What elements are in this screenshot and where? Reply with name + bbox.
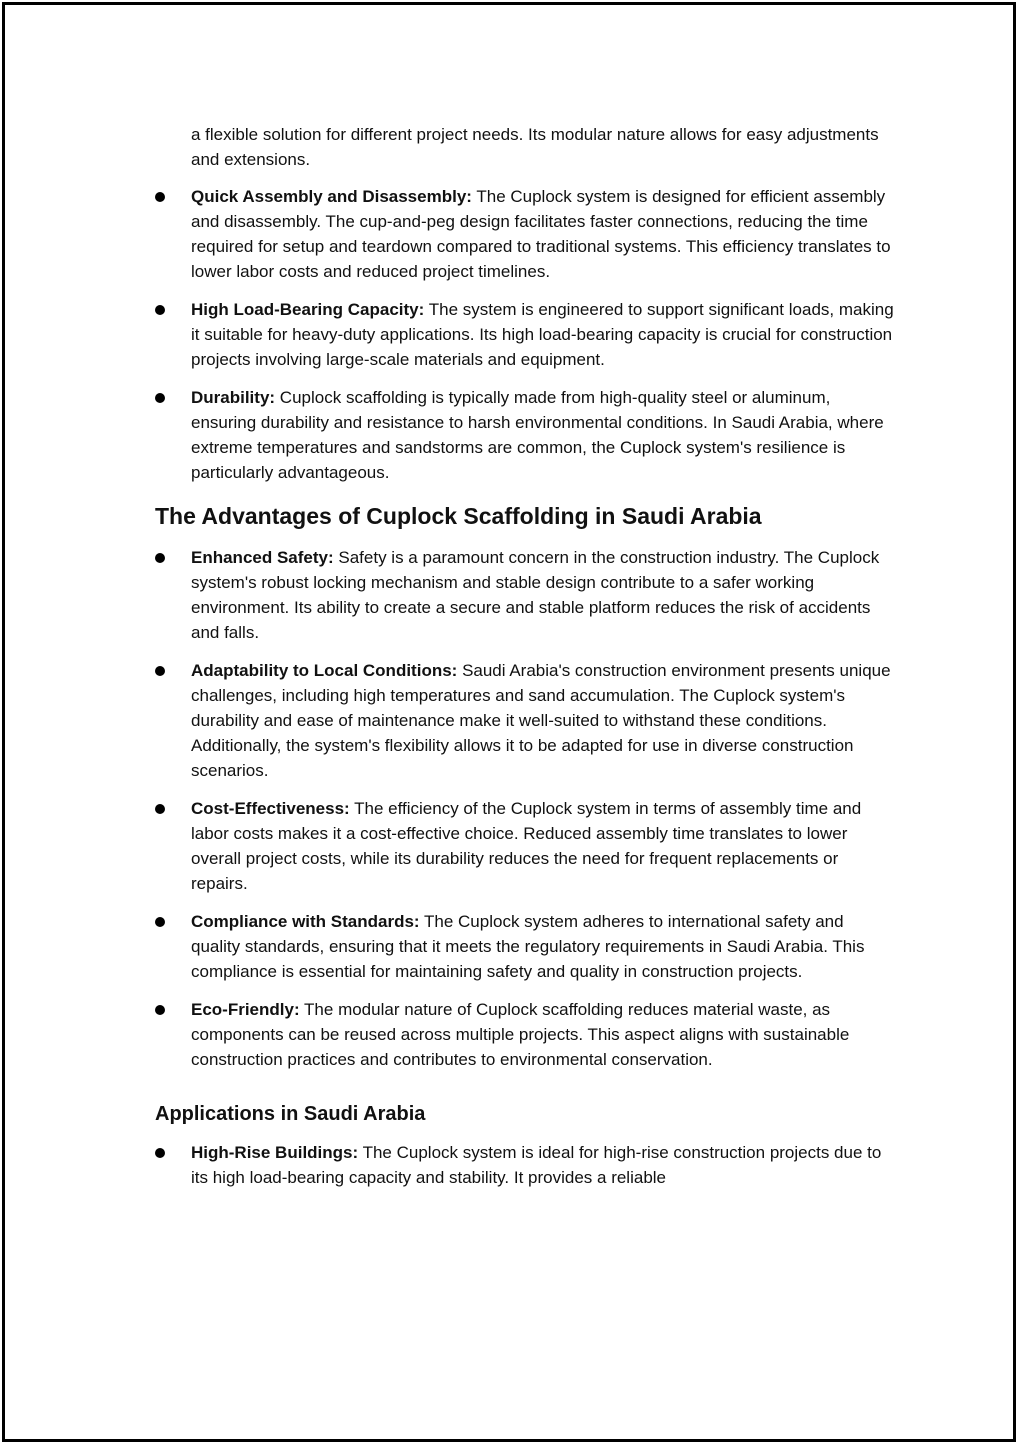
item-body: Cuplock scaffolding is typically made from high-quality steel or aluminum, ensuring durability and resistance to harsh environmental conditions. In Saudi Arabia, where extreme temperatures and sandstorms are common, the Cuplock system's resilience is particularly advantageous. (191, 388, 884, 482)
item-title: Eco-Friendly: (191, 1000, 300, 1019)
intro-paragraph: a flexible solution for different project needs. Its modular nature allows for easy adjustments and extensions. (191, 125, 879, 169)
item-title: High-Rise Buildings: (191, 1143, 359, 1162)
item-title: Durability: (191, 388, 276, 407)
item-body: Safety is a paramount concern in the construction industry. The Cuplock system's robust locking mechanism and stable design contribute to a safer working environment. Its ability to create a secure and stable platform reduces the risk of accidents and falls. (191, 548, 880, 642)
list-item (155, 385, 895, 485)
bullet-icon (155, 1005, 165, 1015)
bullet-icon (155, 1148, 165, 1158)
features-list (155, 184, 895, 485)
list-item (155, 545, 895, 645)
list-item (155, 909, 895, 984)
bullet-icon (155, 553, 165, 563)
applications-heading: Applications in Saudi Arabia (155, 1103, 426, 1125)
list-item (155, 297, 895, 372)
bullet-icon (155, 393, 165, 403)
item-body: Saudi Arabia's construction environment presents unique challenges, including high temperatures and sand accumulation. The Cuplock system's durability and ease of maintenance make it well-suited to withstand these conditions. Additionally, the system's flexibility allows it to be adapted for use in diverse construction scenarios. (191, 661, 891, 780)
list-item (155, 997, 895, 1072)
applications-list (155, 1140, 895, 1190)
item-body: The efficiency of the Cuplock system in terms of assembly time and labor costs makes it a cost-effective choice. Reduced assembly time translates to lower overall project costs, while its durability reduces the need for frequent replacements or repairs. (191, 799, 862, 893)
item-title: Compliance with Standards: (191, 912, 420, 931)
item-body: The system is engineered to support significant loads, making it suitable for heavy-duty applications. Its high load-bearing capacity is crucial for construction projects involving large-scale materials and equipment. (191, 300, 894, 369)
bullet-icon (155, 804, 165, 814)
list-item (155, 796, 895, 896)
list-item (155, 1140, 895, 1190)
advantages-list (155, 545, 895, 1072)
bullet-icon (155, 666, 165, 676)
list-item (155, 658, 895, 783)
item-title: Enhanced Safety: (191, 548, 334, 567)
bullet-icon (155, 917, 165, 927)
item-title: Cost-Effectiveness: (191, 799, 350, 818)
advantages-heading: The Advantages of Cuplock Scaffolding in Saudi Arabia (155, 503, 762, 529)
item-body: The modular nature of Cuplock scaffolding reduces material waste, as components can be reused across multiple projects. This aspect aligns with sustainable construction practices and contributes to environmental conservation. (191, 1000, 850, 1069)
item-body: The Cuplock system adheres to international safety and quality standards, ensuring that it meets the regulatory requirements in Saudi Arabia. This compliance is essential for maintaining safety and quality in construction projects. (191, 912, 865, 981)
bullet-icon (155, 305, 165, 315)
item-body: The Cuplock system is designed for efficient assembly and disassembly. The cup-and-peg design facilitates faster connections, reducing the time required for setup and teardown compared to traditional systems. This efficiency translates to lower labor costs and reduced project timelines. (191, 187, 891, 281)
item-title: Adaptability to Local Conditions: (191, 661, 458, 680)
document-content (155, 122, 895, 1203)
list-item (155, 184, 895, 284)
item-body: The Cuplock system is ideal for high-rise construction projects due to its high load-bearing capacity and stability. It provides a reliable (191, 1143, 882, 1187)
item-title: High Load-Bearing Capacity: (191, 300, 425, 319)
item-title: Quick Assembly and Disassembly: (191, 187, 472, 206)
bullet-icon (155, 192, 165, 202)
